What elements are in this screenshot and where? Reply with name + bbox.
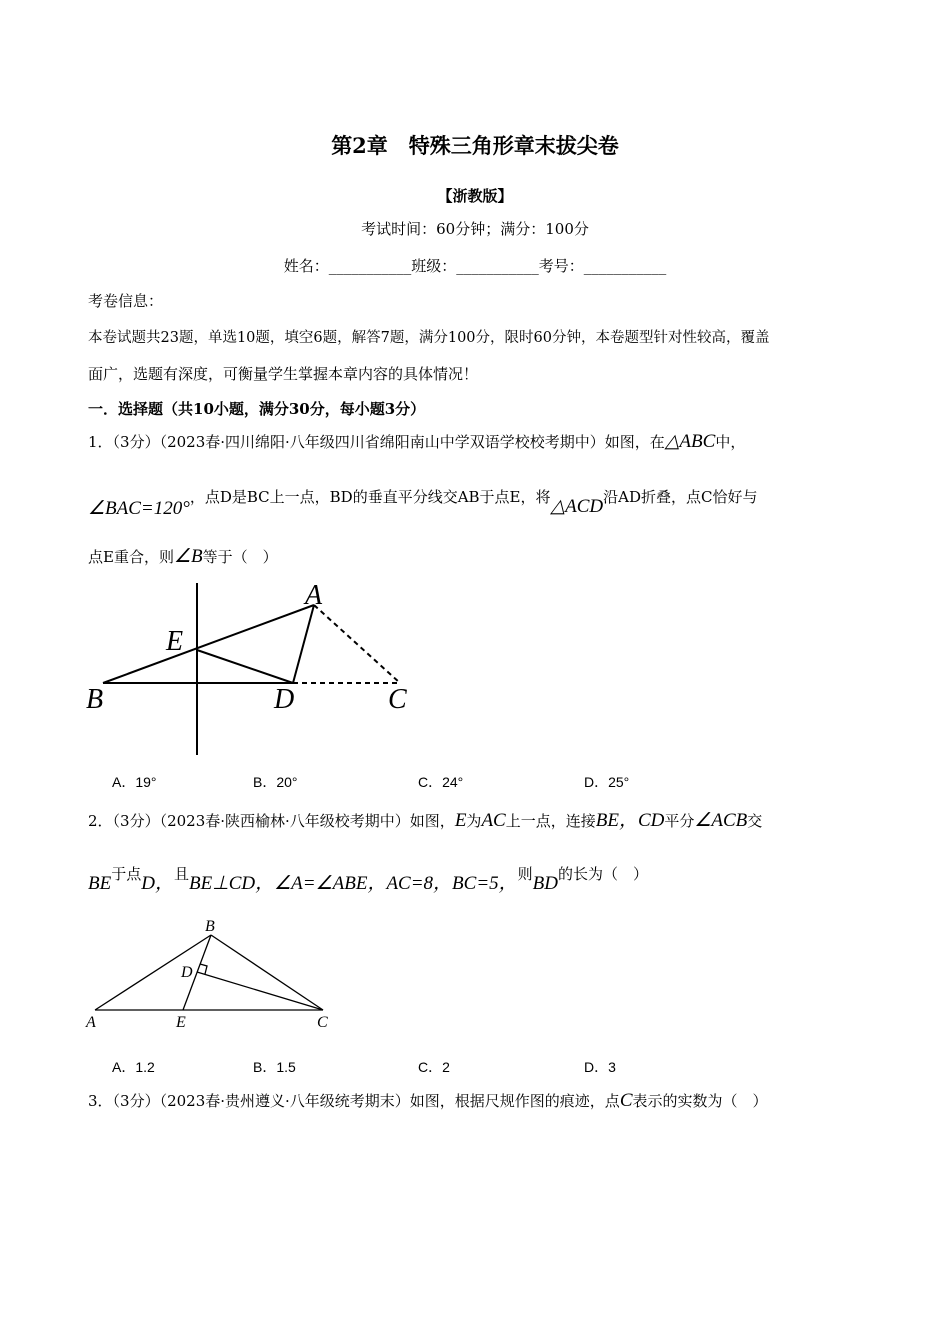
q3-line-1 — [88, 1090, 768, 1112]
segment-cd — [197, 972, 323, 1010]
q1-text: 1．（3分）（2023春·四川绵阳·八年级四川省绵阳南山中学双语学校校考期中）如图，在 — [88, 433, 665, 451]
q2-option-d[interactable]: D．3 — [584, 1059, 616, 1075]
q2-be: BE — [88, 873, 112, 894]
info-line-2: 面广，选题有深度，可衡量学生掌握本章内容的具体情况！ — [88, 365, 479, 383]
q2-angle-acb: ∠ACB — [694, 810, 748, 831]
label-b2: B — [205, 918, 215, 935]
q2-text-d: 平分 — [664, 812, 695, 830]
info-line-1: 本卷试题共23题，单选10题，填空6题，解答7题，满分100分，限时60分钟，本卷题型针对性较高，覆盖 — [88, 330, 770, 346]
q2-e: E — [454, 810, 467, 831]
q1-angle-b: ∠B — [173, 546, 203, 567]
label-d2: D — [181, 964, 193, 981]
label-a: A — [305, 580, 323, 611]
q1-option-b[interactable]: B．20° — [253, 774, 298, 790]
q2-option-a[interactable]: A．1.2 — [112, 1059, 155, 1075]
q1-text2: ，点D是BC上一点，BD的垂直平分线交AB于点E，将 — [189, 488, 551, 506]
q2-text-2c: 则 — [517, 865, 533, 883]
label-e2: E — [176, 1014, 186, 1031]
q2-option-c[interactable]: C．2 — [418, 1059, 450, 1075]
info-label: 考卷信息： — [88, 292, 164, 310]
edition: 【浙教版】 — [437, 187, 513, 205]
q2-be-cd: BE，CD — [595, 810, 665, 831]
label-a2: A — [86, 1014, 96, 1031]
q1-text-end: 中， — [715, 433, 746, 451]
q2-conditions: BE⊥CD，∠A=∠ABE，AC=8，BC=5， — [188, 873, 518, 894]
q2-bd: BD — [532, 873, 558, 894]
q1-option-c[interactable]: C．24° — [418, 774, 464, 790]
q2-line-2 — [88, 858, 649, 894]
q1-angle: ∠BAC=120° — [88, 498, 190, 519]
q1-triangle-acd: △ACD — [550, 496, 604, 517]
segment-ac — [314, 605, 400, 683]
q2-text-c: 上一点，连接 — [505, 812, 596, 830]
q2-text-e: 交 — [747, 812, 763, 830]
q2-d: D， — [141, 873, 174, 894]
segment-ba — [103, 605, 314, 683]
q1-option-a[interactable]: A．19° — [112, 774, 157, 790]
segment-ab — [95, 935, 211, 1010]
q1-text3-end: 等于（ ） — [202, 548, 278, 566]
student-fields: 姓名：___________班级：___________考号：___________ — [283, 257, 667, 275]
q3-text-end: 表示的实数为（ ） — [632, 1092, 768, 1110]
q2-text-2d: 的长为（ ） — [558, 865, 649, 883]
q1-text3: 点E重合，则 — [88, 548, 174, 566]
segment-ed — [197, 650, 293, 683]
page-title: 第2章 特殊三角形章末拔尖卷 — [331, 133, 619, 158]
label-e: E — [166, 626, 184, 657]
label-b: B — [86, 684, 104, 715]
segment-ad — [293, 605, 314, 683]
right-angle-mark — [200, 964, 207, 974]
q2-text-b: 为 — [466, 812, 482, 830]
exam-time: 考试时间：60分钟；满分：100分 — [361, 220, 589, 238]
q2-text-2b: 且 — [173, 865, 189, 883]
q2-text-2a: 于点 — [111, 865, 142, 883]
q2-ac: AC — [481, 810, 506, 831]
segment-bc — [211, 935, 323, 1010]
q3-text: 3．（3分）（2023春·贵州遵义·八年级统考期末）如图，根据尺规作图的痕迹，点 — [88, 1092, 620, 1110]
q2-option-b[interactable]: B．1.5 — [253, 1059, 296, 1075]
q1-text2-end: 沿AD折叠，点C恰好与 — [603, 488, 758, 506]
label-c: C — [388, 684, 407, 715]
q1-option-d[interactable]: D．25° — [584, 774, 630, 790]
label-c2: C — [317, 1014, 328, 1031]
q2-text: 2．（3分）（2023春·陕西榆林·八年级校考期中）如图， — [88, 812, 455, 830]
label-d: D — [274, 684, 295, 715]
q3-c: C — [619, 1090, 633, 1111]
q1-triangle-abc: △ABC — [664, 431, 716, 452]
q2-line-1 — [88, 805, 762, 832]
section-heading: 一．选择题（共10小题，满分30分，每小题3分） — [88, 400, 426, 418]
